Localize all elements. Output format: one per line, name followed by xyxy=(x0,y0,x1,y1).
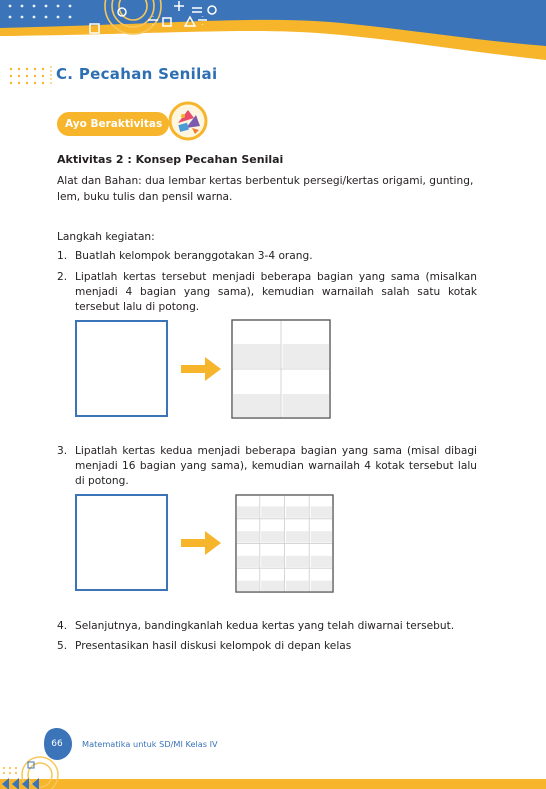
fold-shade xyxy=(311,581,334,592)
step-text: Lipatlah kertas tersebut menjadi beberapa bagian yang sama (misalkan menjadi 4 bagian yang sama), kemudian warnailah salah satu kotak tersebut lalu di potong. xyxy=(75,271,477,313)
arrow-right-icon xyxy=(181,356,221,382)
activity-illustration-icon xyxy=(168,101,208,141)
step-text: Lipatlah kertas kedua menjadi beberapa bagian yang sama (misal dibagi menjadi 16 bagian yang sama), kemudian warnailah 4 kotak tersebut lalu di potong. xyxy=(75,445,477,487)
step-item xyxy=(57,639,477,654)
step-text: Buatlah kelompok beranggotakan 3-4 orang. xyxy=(75,250,313,262)
folded-paper-4-parts xyxy=(231,319,331,419)
step-item xyxy=(57,249,477,264)
square-paper xyxy=(75,494,168,591)
fold-shade xyxy=(233,344,281,368)
step-text: Selanjutnya, bandingkanlah kedua kertas yang telah diwarnai tersebut. xyxy=(75,620,455,632)
section-title: C. Pecahan Senilai xyxy=(56,65,218,83)
step-number: 1. xyxy=(57,250,68,262)
step-number: 4. xyxy=(57,620,68,632)
footer-decoration xyxy=(0,718,546,789)
activity-title: Aktivitas 2 : Konsep Pecahan Senilai xyxy=(57,153,284,166)
step-text: Presentasikan hasil diskusi kelompok di depan kelas xyxy=(75,640,352,652)
activity-badge: Ayo Beraktivitas xyxy=(57,112,169,136)
book-title: Matematika untuk SD/MI Kelas IV xyxy=(82,739,218,749)
fold-shade xyxy=(283,394,331,418)
step-number: 2. xyxy=(57,271,68,283)
section-dots-decoration xyxy=(8,66,54,86)
fold-shade xyxy=(311,531,334,542)
page-number: 66 xyxy=(51,739,63,749)
step-number: 3. xyxy=(57,445,68,457)
fold-shade xyxy=(261,581,284,592)
fold-shade xyxy=(286,531,309,542)
square-paper xyxy=(75,320,168,417)
step-number: 5. xyxy=(57,640,68,652)
fold-shade xyxy=(236,531,259,542)
step-item xyxy=(57,270,477,315)
fold-shade xyxy=(286,556,309,567)
fold-shade xyxy=(261,531,284,542)
step-item xyxy=(57,444,477,489)
fold-shade xyxy=(261,556,284,567)
fold-shade xyxy=(236,556,259,567)
arrow-right-icon xyxy=(181,530,221,556)
header-decoration xyxy=(0,0,546,60)
materials-text: Alat dan Bahan: dua lembar kertas berbentuk persegi/kertas origami, gunting, lem, buku tulis dan pensil warna. xyxy=(57,175,474,203)
fold-shade xyxy=(233,394,281,418)
fold-shade xyxy=(261,506,284,517)
fold-shade xyxy=(311,506,334,517)
steps-heading: Langkah kegiatan: xyxy=(57,231,155,243)
fold-shade xyxy=(236,506,259,517)
fold-shade xyxy=(311,556,334,567)
fold-shade xyxy=(236,581,259,592)
fold-shade xyxy=(286,581,309,592)
folded-paper-16-parts xyxy=(235,494,334,593)
step-item xyxy=(57,619,477,634)
fold-shade xyxy=(283,344,331,368)
fold-shade xyxy=(286,506,309,517)
